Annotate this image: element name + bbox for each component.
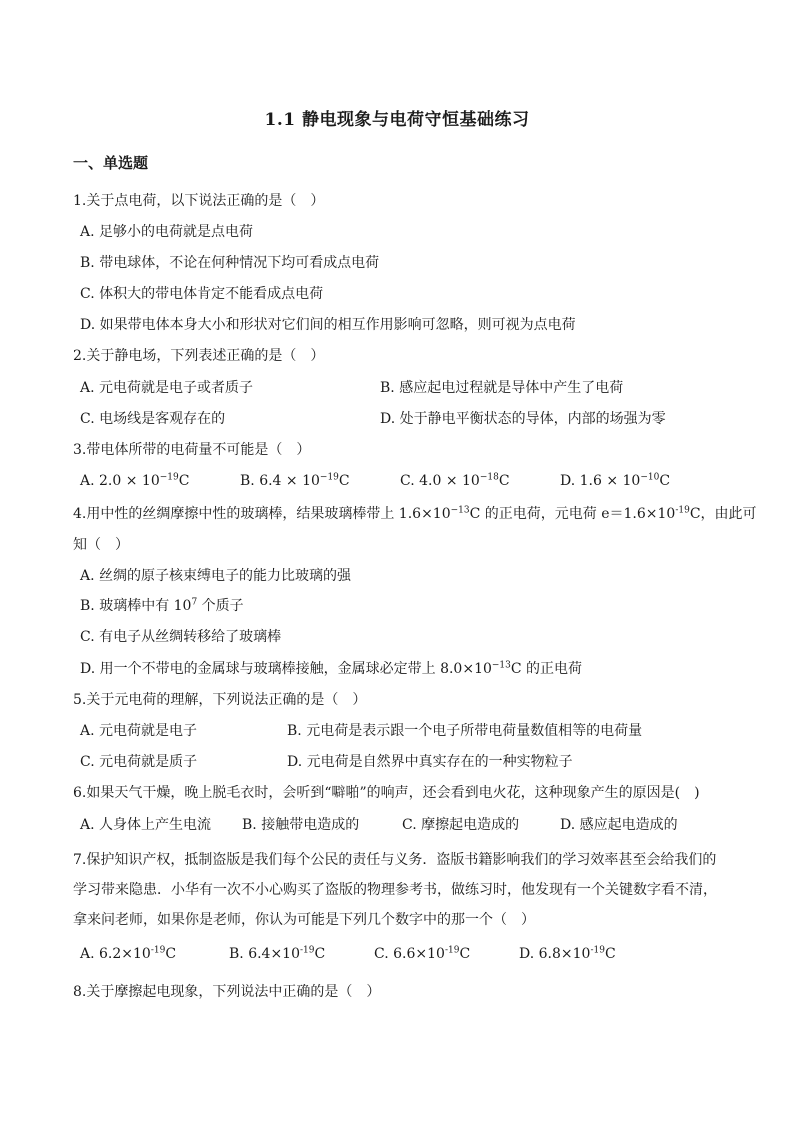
question-7-option-b: B. $6.4\times 10^{-19}C$ [229, 945, 326, 962]
question-5-option-d: D. 元电荷是自然界中真实存在的一种实物粒子 [287, 754, 573, 770]
question-3-stem: 3.带电体所带的电荷量不可能是（ ） [73, 442, 311, 458]
question-6-stem: 6.如果天气干燥，晚上脱毛衣时，会听到“噼啪”的响声，还会看到电火花，这种现象产生的原因是( ) [73, 785, 700, 801]
question-4-option-c: C. 有电子从丝绸转移给了玻璃棒 [80, 629, 282, 645]
question-3-option-b: B. $6.4 \times 10^{-19}C$ [240, 472, 350, 489]
question-6-option-d: D. 感应起电造成的 [560, 817, 678, 833]
question-6-option-b: B. 接触带电造成的 [242, 817, 360, 833]
question-1-stem: 1.关于点电荷，以下说法正确的是（ ） [73, 193, 325, 209]
question-2-option-d: D. 处于静电平衡状态的导体，内部的场强为零 [380, 411, 666, 427]
section-heading: 一、单选题 [73, 154, 149, 172]
question-5-stem: 5.关于元电荷的理解，下列说法正确的是（ ） [73, 692, 367, 708]
question-4-option-a: A. 丝绸的原子核束缚电子的能力比玻璃的强 [80, 568, 352, 584]
page-title: 1.1 静电现象与电荷守恒基础练习 [264, 110, 530, 130]
question-2-stem: 2.关于静电场，下列表述正确的是（ ） [73, 348, 325, 364]
question-3-option-a: A. $2.0 \times 10^{-19}C$ [80, 472, 190, 489]
question-1-option-a: A. 足够小的电荷就是点电荷 [80, 224, 254, 240]
question-2-option-a: A. 元电荷就是电子或者质子 [80, 380, 254, 396]
question-4-option-b: B. 玻璃棒中有 $10^7$ 个质子 [80, 597, 244, 614]
question-5-option-b: B. 元电荷是表示跟一个电子所带电荷量数值相等的电荷量 [287, 723, 643, 739]
question-4-stem: 4.用中性的丝绸摩擦中性的玻璃棒，结果玻璃棒带上 $1.6\times 10^{-13}C$ 的正电荷，元电荷 $e=1.6\times 10^{-19}C$，由此可 [73, 505, 757, 522]
question-5-option-c: C. 元电荷就是质子 [80, 754, 198, 770]
question-7-option-d: D. $6.8\times 10^{-19}C$ [519, 945, 616, 962]
question-1-option-b: B. 带电球体，不论在何种情况下均可看成点电荷 [80, 255, 380, 271]
question-2-option-c: C. 电场线是客观存在的 [80, 411, 226, 427]
question-2-option-b: B. 感应起电过程就是导体中产生了电荷 [380, 380, 624, 396]
question-7-option-c: C. $6.6\times 10^{-19}C$ [374, 945, 471, 962]
question-1-option-d: D. 如果带电体本身大小和形状对它们间的相互作用影响可忽略，则可视为点电荷 [80, 317, 576, 333]
question-6-option-a: A. 人身体上产生电流 [80, 817, 212, 833]
question-1-option-c: C. 体积大的带电体肯定不能看成点电荷 [80, 286, 324, 302]
question-5-option-a: A. 元电荷就是电子 [80, 723, 198, 739]
question-7-option-a: A. $6.2\times 10^{-19}C$ [80, 945, 177, 962]
question-7-stem: 7.保护知识产权，抵制盗版是我们每个公民的责任与义务．盗版书籍影响我们的学习效率甚至会给我们的学习带来隐患．小华有一次不小心购买了盗版的物理参考书，做练习时，他发现有一个关键数字看不清，拿来问老师，如果你是老师，你认为可能是下列几个数字中的那一个（ ） [73, 852, 717, 928]
question-4-option-d: D. 用一个不带电的金属球与玻璃棒接触，金属球必定带上 $8.0\times 10^{-13}C$ 的正电荷 [80, 660, 583, 677]
question-3-option-c: C. $4.0 \times 10^{-18}C$ [400, 472, 510, 489]
question-3-option-d: D. $1.6 \times 10^{-10}C$ [560, 472, 671, 489]
question-4-stem-line2: 知（ ） [73, 537, 129, 553]
question-8-stem: 8.关于摩擦起电现象，下列说法中正确的是（ ） [73, 984, 381, 1000]
question-6-option-c: C. 摩擦起电造成的 [402, 817, 520, 833]
